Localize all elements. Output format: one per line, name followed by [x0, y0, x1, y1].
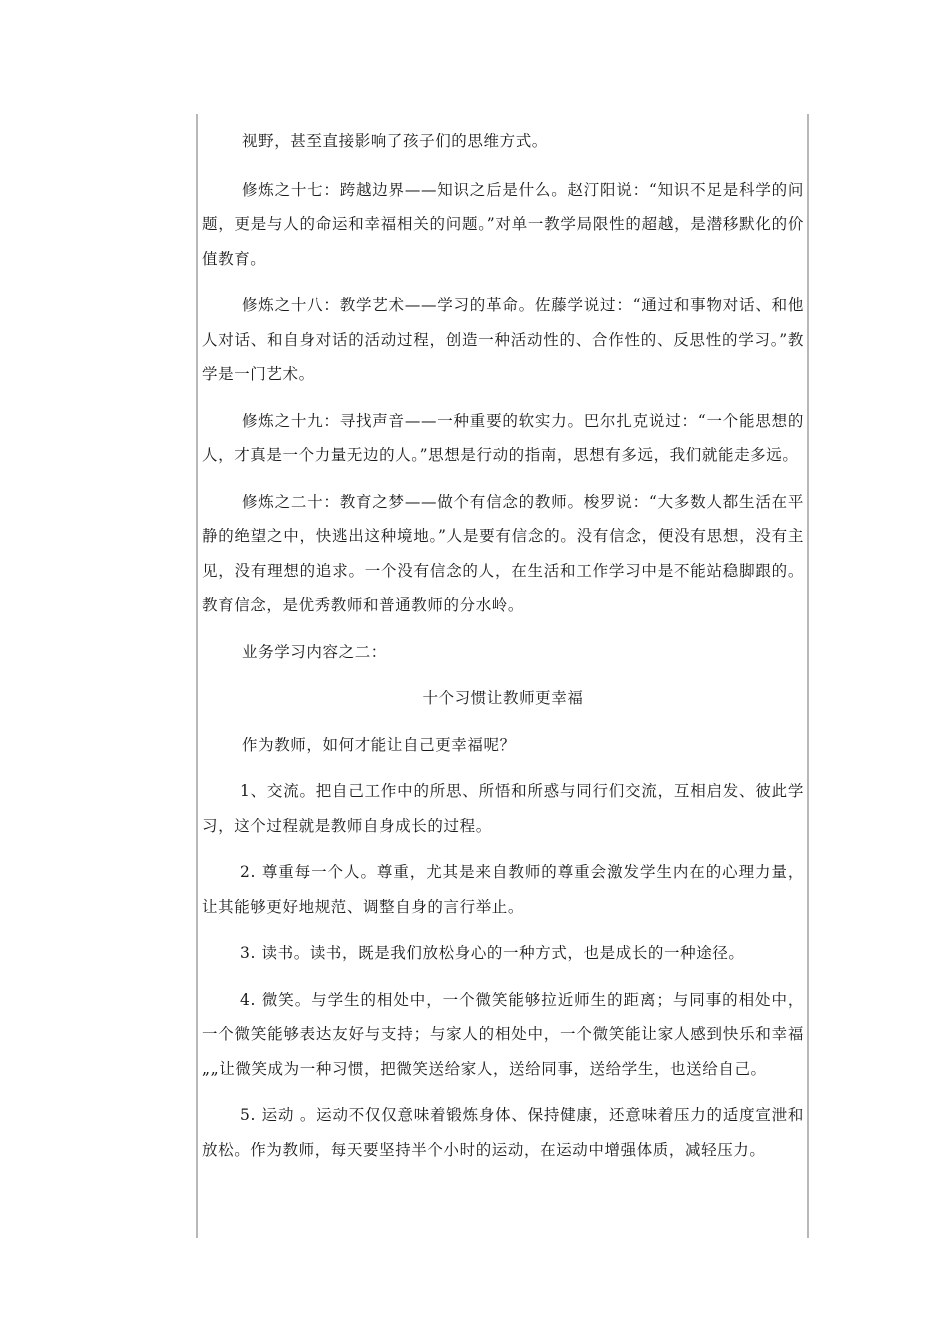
- list-item-exercise: 5. 运动 。运动不仅仅意味着锻炼身体、保持健康，还意味着压力的适度宣泄和放松。作为教师，每天要坚持半个小时的运动，在运动中增强体质，减轻压力。: [202, 1106, 804, 1159]
- intro-question: 作为教师，如何才能让自己更幸福呢？: [242, 735, 516, 754]
- right-border-line: [807, 114, 809, 1238]
- section-title: 十个习惯让教师更幸福: [422, 689, 584, 707]
- list-item-reading: 3. 读书。读书，既是我们放松身心的一种方式，也是成长的一种途径。: [240, 944, 745, 962]
- list-item-communication: 1、交流。把自己工作中的所思、所悟和所惑与同行们交流，互相启发、彼此学习，这个过程就是教师自身成长的过程。: [202, 782, 804, 835]
- list-item-respect: 2. 尊重每一个人。尊重，尤其是来自教师的尊重会激发学生内在的心理力量，让其能够更好地规范、调整自身的言行举止。: [202, 863, 804, 916]
- list-item-smile: 4. 微笑。与学生的相处中，一个微笑能够拉近师生的距离；与同事的相处中，一个微笑能够表达友好与支持；与家人的相处中，一个微笑能让家人感到快乐和幸福„„让微笑成为一种习惯，把微笑送给家人，送给同事，送给学生，也送给自己。: [202, 990, 804, 1078]
- document-body: [202, 124, 804, 1179]
- paragraph-continuation: 视野，甚至直接影响了孩子们的思维方式。: [242, 132, 548, 150]
- paragraph-cultivation-19: 修炼之十九：寻找声音——一种重要的软实力。巴尔扎克说过：“一个能思想的人，才真是一个力量无边的人。”思想是行动的指南，思想有多远，我们就能走多远。: [202, 411, 804, 464]
- paragraph-cultivation-20: 修炼之二十：教育之梦——做个有信念的教师。梭罗说：“大多数人都生活在平静的绝望之中，快逃出这种境地。”人是要有信念的。没有信念，便没有思想，没有主见，没有理想的追求。一个没有信念的人，在生活和工作学习中是不能站稳脚跟的。教育信念，是优秀教师和普通教师的分水岭。: [202, 492, 804, 614]
- paragraph-cultivation-18: 修炼之十八：教学艺术——学习的革命。佐藤学说过：“通过和事物对话、和他人对话、和自身对话的活动过程，创造一种活动性的、合作性的、反思性的学习。”教学是一门艺术。: [202, 296, 804, 383]
- section-label: 业务学习内容之二：: [242, 642, 387, 661]
- paragraph-cultivation-17: 修炼之十七：跨越边界——知识之后是什么。赵汀阳说：“知识不足是科学的问题，更是与人的命运和幸福相关的问题。”对单一教学局限性的超越，是潜移默化的价值教育。: [202, 180, 804, 268]
- left-border-line: [196, 114, 198, 1238]
